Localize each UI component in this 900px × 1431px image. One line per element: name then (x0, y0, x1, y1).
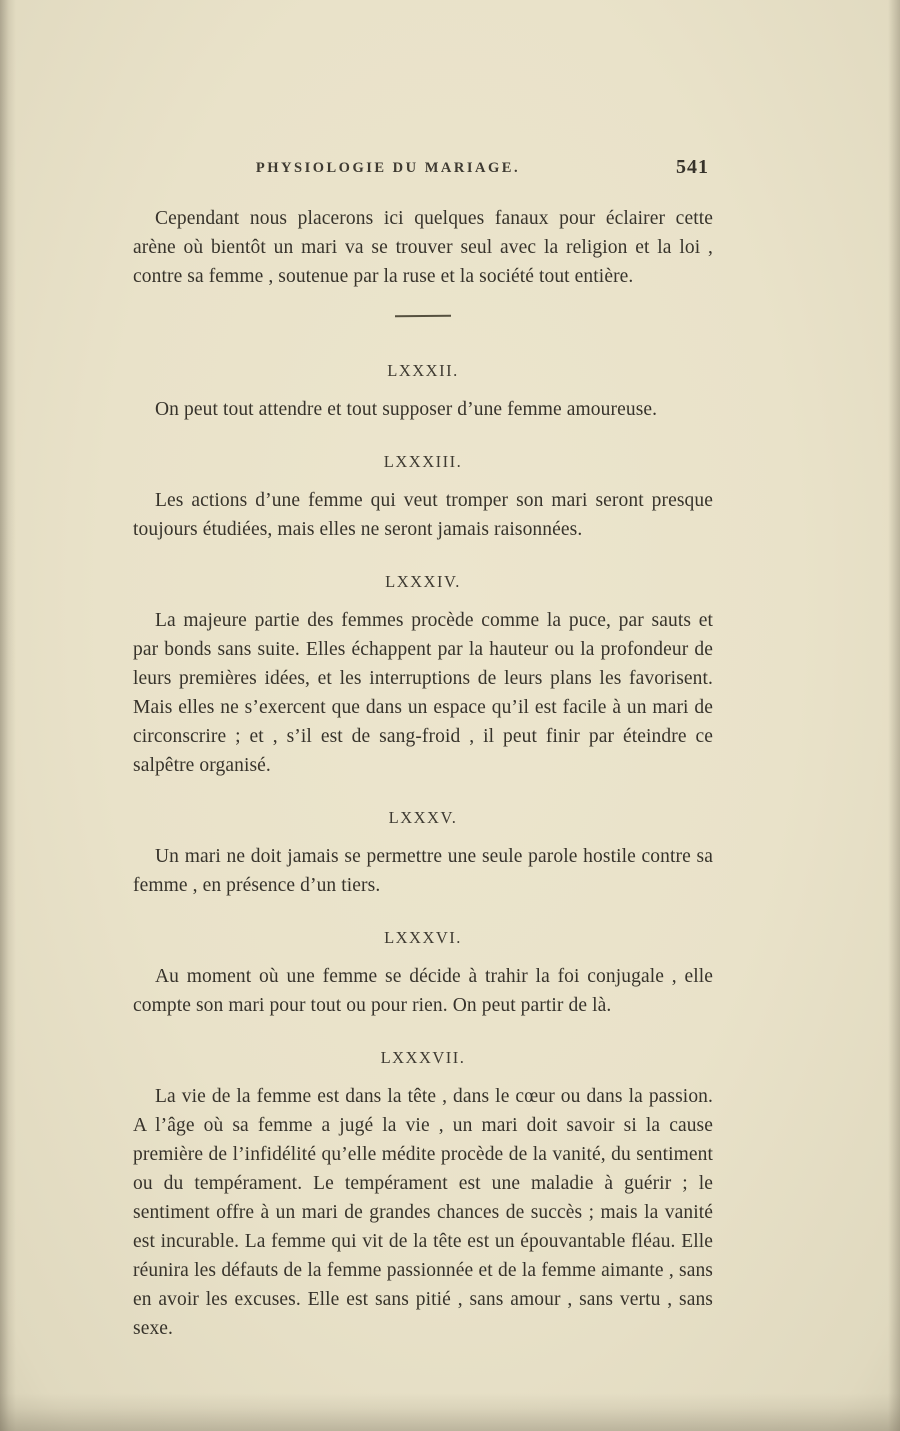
aphorism-section (133, 361, 713, 424)
section-heading: LXXXIII. (383, 452, 463, 471)
aphorism-section (133, 572, 713, 780)
page-text-block (133, 156, 713, 1371)
section-paragraph: La vie de la femme est dans la tête , dans le cœur ou dans la passion. A l’âge où sa femme a jugé la vie , un mari doit savoir si la cause première de l’infidélité qu’elle médite procède de la vanité, du sentiment ou du tempérament. Le tempérament est une maladie à guérir ; le sentiment offre à un mari de grandes chances de succès ; mais la vanité est incurable. La femme qui vit de la tête est un épouvantable fléau. Elle réunira les défauts de la femme passionnée et de la femme aimante , sans en avoir les excuses. Elle est sans pitié , sans amour , sans vertu , sans sexe. (133, 1086, 713, 1339)
section-paragraph: La majeure partie des femmes procède comme la puce, par sauts et par bonds sans suite. Elles échappent par la hauteur ou la profondeur de leurs premières idées, et les interruptions de leurs plans les favorisent. Mais elles ne s’exercent que dans un espace qu’il est facile à un mari de circonscrire ; et , s’il est de sang-froid , il peut finir par éteindre ce salpêtre organisé. (133, 610, 713, 776)
running-header (133, 156, 713, 184)
running-header-title: PHYSIOLOGIE DU MARIAGE. (255, 160, 521, 176)
section-heading: LXXXII. (387, 361, 459, 380)
section-heading: LXXXVII. (380, 1048, 466, 1067)
section-paragraph: Les actions d’une femme qui veut tromper son mari seront presque toujours étudiées, mais elles ne seront jamais raisonnées. (133, 490, 713, 540)
aphorism-section (133, 928, 713, 1020)
aphorism-section (133, 452, 713, 544)
page-edge-shadow (888, 0, 900, 1431)
section-heading: LXXXVI. (384, 928, 462, 947)
section-paragraph: Au moment où une femme se décide à trahir la foi conjugale , elle compte son mari pour tout ou pour rien. On peut partir de là. (133, 966, 713, 1016)
aphorism-section (133, 808, 713, 900)
section-paragraph: Un mari ne doit jamais se permettre une seule parole hostile contre sa femme , en présence d’un tiers. (133, 846, 713, 896)
section-heading: LXXXV. (388, 808, 458, 827)
section-heading: LXXXIV. (385, 572, 461, 591)
aphorism-section (133, 1048, 713, 1343)
page-number: 541 (676, 156, 709, 178)
intro-paragraph: Cependant nous placerons ici quelques fanaux pour éclairer cette arène où bientôt un mari va se trouver seul avec la religion et la loi , contre sa femme , soutenue par la ruse et la société tout entière. (133, 208, 713, 287)
section-divider-rule (395, 315, 451, 318)
section-paragraph: On peut tout attendre et tout supposer d’une femme amoureuse. (155, 399, 658, 420)
